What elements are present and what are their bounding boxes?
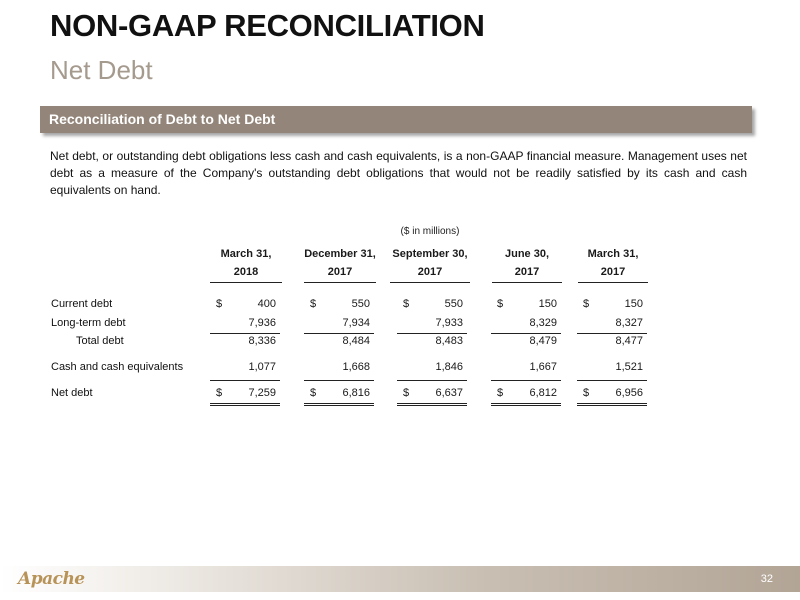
- table-cell: [577, 317, 647, 334]
- table-cell: [397, 387, 467, 406]
- table-cell: [577, 335, 647, 349]
- table-cell: [304, 335, 374, 349]
- table-cell: [304, 387, 374, 406]
- currency-symbol: $: [310, 298, 317, 310]
- table-cell: [310, 298, 374, 312]
- cell-value: 8,336: [248, 335, 276, 347]
- cell-value: 6,812: [529, 387, 557, 399]
- table-cell: [577, 387, 647, 406]
- currency-symbol: $: [216, 298, 223, 310]
- table-cell: [491, 335, 561, 349]
- cell-value: 1,521: [615, 361, 643, 373]
- table-cell: [216, 298, 280, 312]
- cell-value: 550: [351, 298, 370, 310]
- column-header: [304, 245, 376, 283]
- cell-value: 6,816: [342, 387, 370, 399]
- cell-value: 6,956: [615, 387, 643, 399]
- page-number: 32: [760, 573, 773, 585]
- cell-value: 8,484: [342, 335, 370, 347]
- cell-value: 8,327: [615, 317, 643, 329]
- section-banner-label: Reconciliation of Debt to Net Debt: [49, 111, 276, 127]
- cell-value: 8,483: [435, 335, 463, 347]
- column-header-date: December 31,: [304, 248, 376, 260]
- table-cell: [210, 387, 280, 406]
- column-header: [390, 245, 470, 283]
- table-cell: [583, 298, 647, 312]
- currency-symbol: $: [497, 387, 504, 399]
- column-header: [492, 245, 562, 283]
- cell-value: 7,259: [248, 387, 276, 399]
- cell-value: 8,477: [615, 335, 643, 347]
- cell-value: 1,846: [435, 361, 463, 373]
- table-cell: [491, 361, 561, 381]
- currency-symbol: $: [583, 387, 590, 399]
- cell-value: 7,936: [248, 317, 276, 329]
- column-header: [578, 245, 648, 283]
- table-cell: [397, 361, 467, 381]
- cell-value: 6,637: [435, 387, 463, 399]
- currency-symbol: $: [310, 387, 317, 399]
- currency-symbol: $: [497, 298, 504, 310]
- currency-symbol: $: [216, 387, 223, 399]
- page-title: NON-GAAP RECONCILIATION: [50, 8, 485, 43]
- column-header-year: 2017: [600, 266, 626, 278]
- column-header-year: 2017: [327, 266, 353, 278]
- row-label-current-debt: Current debt: [51, 298, 113, 310]
- table-cell: [397, 335, 467, 349]
- table-cell: [304, 361, 374, 381]
- column-header-date: June 30,: [504, 248, 550, 260]
- row-label-total-debt: Total debt: [76, 335, 124, 347]
- table-cell: [491, 317, 561, 334]
- column-header-year: 2018: [233, 266, 259, 278]
- row-label-long-term-debt: Long-term debt: [51, 317, 126, 329]
- column-header-year: 2017: [514, 266, 540, 278]
- table-cell: [304, 317, 374, 334]
- column-header: [210, 245, 282, 283]
- table-cell: [210, 361, 280, 381]
- section-banner: [40, 106, 752, 133]
- table-cell: [577, 361, 647, 381]
- currency-symbol: $: [403, 387, 410, 399]
- cell-value: 7,934: [342, 317, 370, 329]
- cell-value: 150: [624, 298, 643, 310]
- description-paragraph: Net debt, or outstanding debt obligations less cash and cash equivalents, is a non-GAAP financial measure. Management uses net debt as a measure of the Company's outstanding debt obligations that would not be readily satisfied by its cash and cash equivalents on hand.: [50, 149, 747, 197]
- table-cell: [403, 298, 467, 312]
- cell-value: 400: [257, 298, 276, 310]
- row-label-net-debt: Net debt: [51, 387, 93, 399]
- apache-logo: Apache: [18, 569, 85, 589]
- footer-bar: [0, 566, 800, 592]
- cell-value: 550: [444, 298, 463, 310]
- currency-symbol: $: [403, 298, 410, 310]
- row-label-cash: Cash and cash equivalents: [51, 361, 184, 373]
- cell-value: 1,668: [342, 361, 370, 373]
- cell-value: 8,479: [529, 335, 557, 347]
- column-header-date: March 31,: [587, 248, 639, 260]
- currency-symbol: $: [583, 298, 590, 310]
- page-subtitle: Net Debt: [50, 55, 153, 85]
- table-cell: [497, 298, 561, 312]
- units-caption: ($ in millions): [400, 226, 460, 237]
- cell-value: 7,933: [435, 317, 463, 329]
- column-header-year: 2017: [417, 266, 443, 278]
- table-cell: [210, 335, 280, 349]
- table-cell: [397, 317, 467, 334]
- table-cell: [210, 317, 280, 334]
- cell-value: 1,077: [248, 361, 276, 373]
- cell-value: 8,329: [529, 317, 557, 329]
- column-header-date: September 30,: [392, 248, 468, 260]
- column-header-date: March 31,: [220, 248, 272, 260]
- cell-value: 150: [538, 298, 557, 310]
- table-cell: [491, 387, 561, 406]
- cell-value: 1,667: [529, 361, 557, 373]
